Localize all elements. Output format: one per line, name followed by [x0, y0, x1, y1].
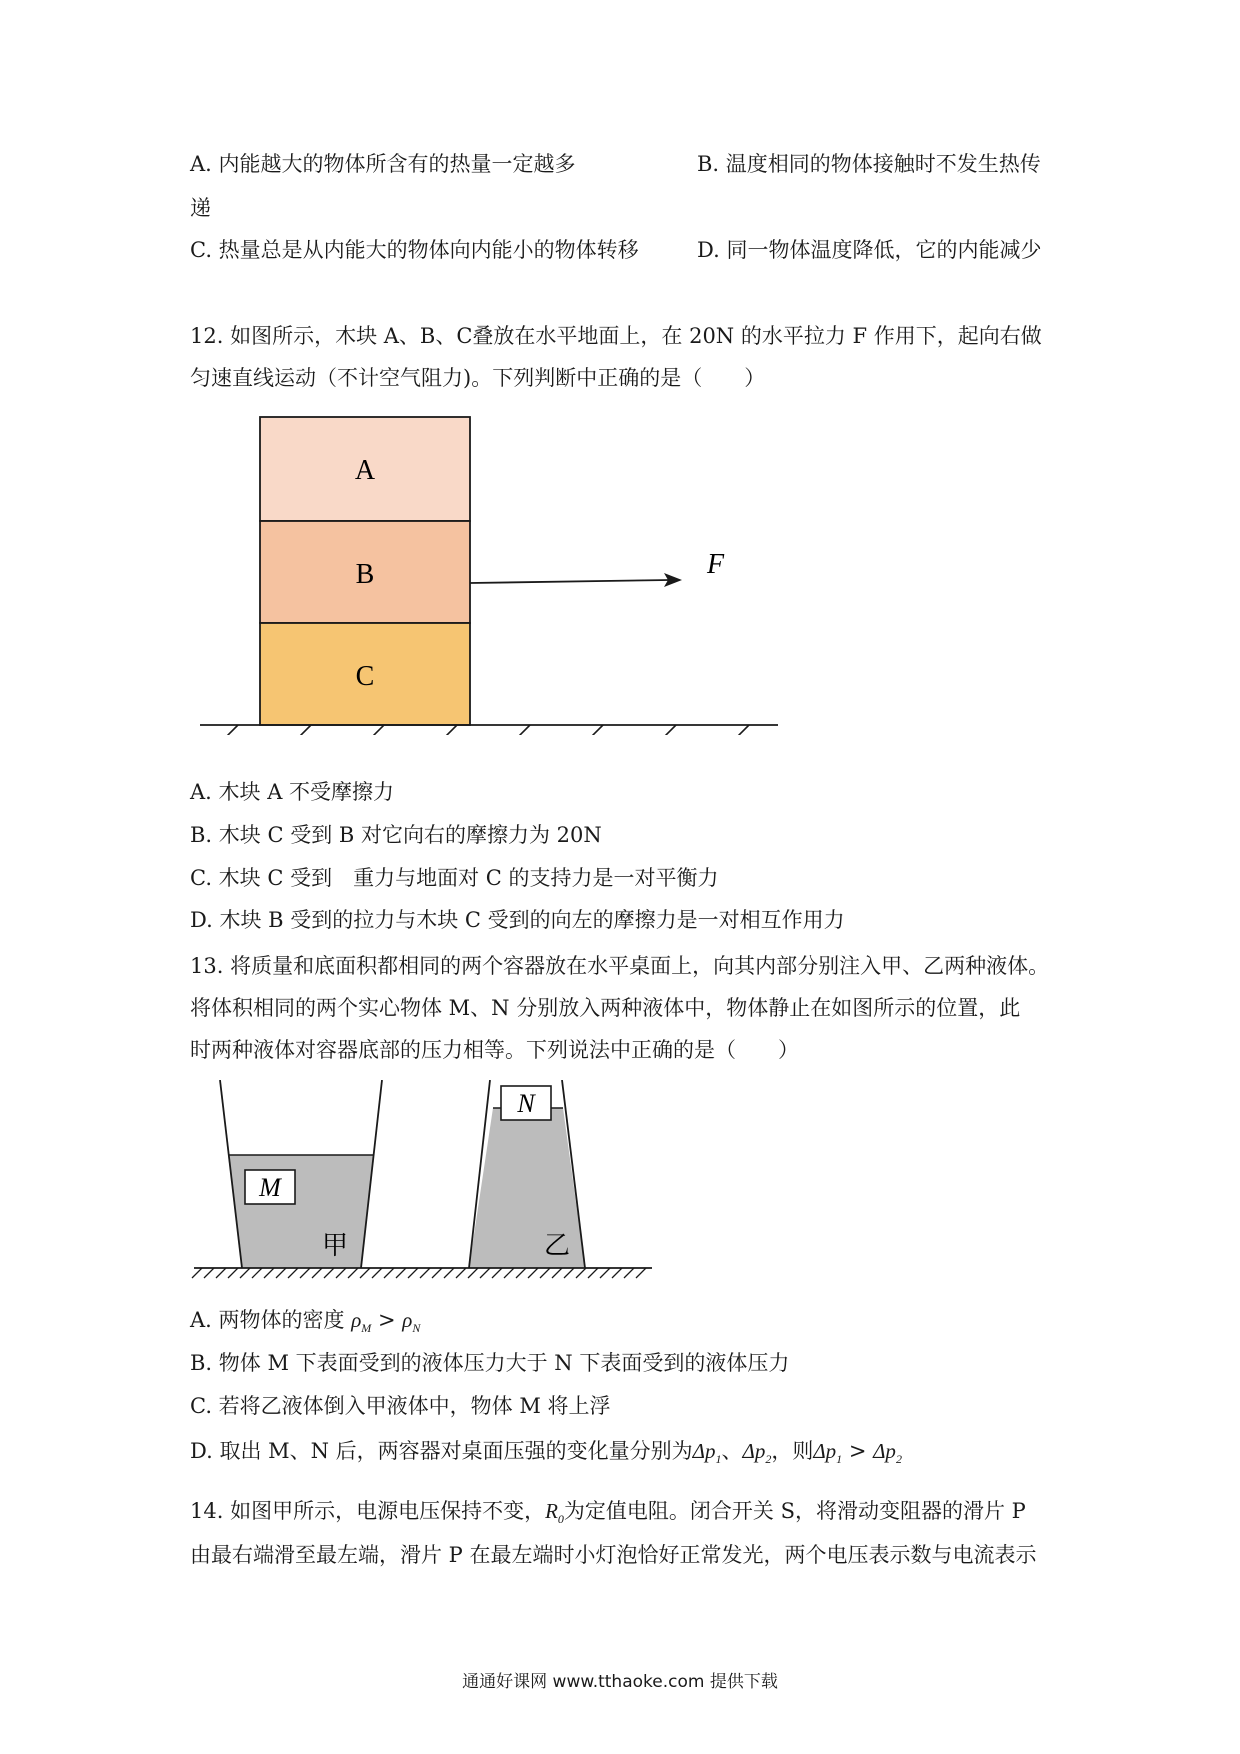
q12-option-a: A. 木块 A 不受摩擦力: [190, 780, 395, 804]
q12-stem-line-1: 12. 如图所示，木块 A、B、C叠放在水平地面上，在 20N 的水平拉力 F 作用下，起向右做: [190, 324, 1042, 348]
rho-m: $\rho_M$: [351, 1308, 372, 1336]
q13-option-a-text: A. 两物体的密度: [190, 1308, 345, 1332]
q11-option-b-continuation: 递: [190, 196, 211, 220]
q11-option-d: D. 同一物体温度降低，它的内能减少: [697, 238, 1042, 262]
q13-stem-line-1: 13. 将质量和底面积都相同的两个容器放在水平桌面上，向其内部分别注入甲、乙两种液体。: [190, 954, 1050, 978]
force-label: F: [707, 549, 725, 580]
q13-option-d-text: D. 取出 M、N 后，两容器对桌面压强的变化量分别为: [190, 1439, 693, 1463]
object-m-label: M: [259, 1173, 281, 1202]
q14-stem-line-2: 由最右端滑至最左端，滑片 P 在最左端时小灯泡恰好正常发光，两个电压表示数与电流表示: [190, 1543, 1037, 1567]
q12-option-d: D. 木块 B 受到的拉力与木块 C 受到的向左的摩擦力是一对相互作用力: [190, 908, 845, 932]
q13-stem-line-2: 将体积相同的两个实心物体 M、N 分别放入两种液体中，物体静止在如图所示的位置，此: [190, 996, 1021, 1020]
q13-stem-line-3: 时两种液体对容器底部的压力相等。下列说法中正确的是（ ）: [190, 1038, 799, 1062]
table-hatching: [192, 1268, 646, 1278]
q11-option-a: A. 内能越大的物体所含有的热量一定越多: [190, 152, 576, 176]
block-a-label: A: [354, 455, 376, 486]
q13-container-figure: [190, 1080, 670, 1280]
force-arrow: [470, 580, 670, 583]
r0-symbol: $R_0$: [545, 1499, 564, 1527]
rho-n: $\rho_N$: [402, 1308, 421, 1336]
block-c-label: C: [355, 661, 375, 692]
delta-p2: $\Delta p_2$: [742, 1439, 772, 1467]
q11-option-c: C. 热量总是从内能大的物体向内能小的物体转移: [190, 238, 639, 262]
label-yi: 乙: [544, 1231, 571, 1261]
q13-option-a: A. 两物体的密度 $\rho_M > \rho_N$: [190, 1308, 421, 1336]
q13-option-d: D. 取出 M、N 后，两容器对桌面压强的变化量分别为$\Delta p_1$、$\Delta p_2$，则$\Delta p_1 > \Delta p_2$: [190, 1439, 902, 1467]
ground-hatching: [212, 725, 749, 735]
q12-block-figure: [190, 405, 790, 735]
q13-option-b: B. 物体 M 下表面受到的液体压力大于 N 下表面受到的液体压力: [190, 1351, 790, 1375]
delta-p2-compare: $\Delta p_2$: [873, 1439, 902, 1467]
delta-p1: $\Delta p_1$: [692, 1439, 722, 1467]
q14-stem-line-1: 14. 如图甲所示，电源电压保持不变，$R_0$为定值电阻。闭合开关 S，将滑动变阻器的滑片 P: [190, 1499, 1026, 1527]
page-footer: 通通好课网 www.tthaoke.com 提供下载: [462, 1672, 778, 1692]
q12-option-c: C. 木块 C 受到 重力与地面对 C 的支持力是一对平衡力: [190, 866, 719, 890]
label-jia: 甲: [322, 1231, 349, 1261]
q12-option-b: B. 木块 C 受到 B 对它向右的摩擦力为 20N: [190, 823, 602, 847]
object-n-label: N: [517, 1089, 535, 1118]
delta-p1-compare: $\Delta p_1$: [813, 1439, 843, 1467]
q13-option-c: C. 若将乙液体倒入甲液体中，物体 M 将上浮: [190, 1394, 611, 1418]
block-b-label: B: [355, 559, 375, 590]
q11-option-b: B. 温度相同的物体接触时不发生热传: [697, 152, 1041, 176]
q12-stem-line-2: 匀速直线运动（不计空气阻力)。下列判断中正确的是（ ）: [190, 366, 766, 390]
